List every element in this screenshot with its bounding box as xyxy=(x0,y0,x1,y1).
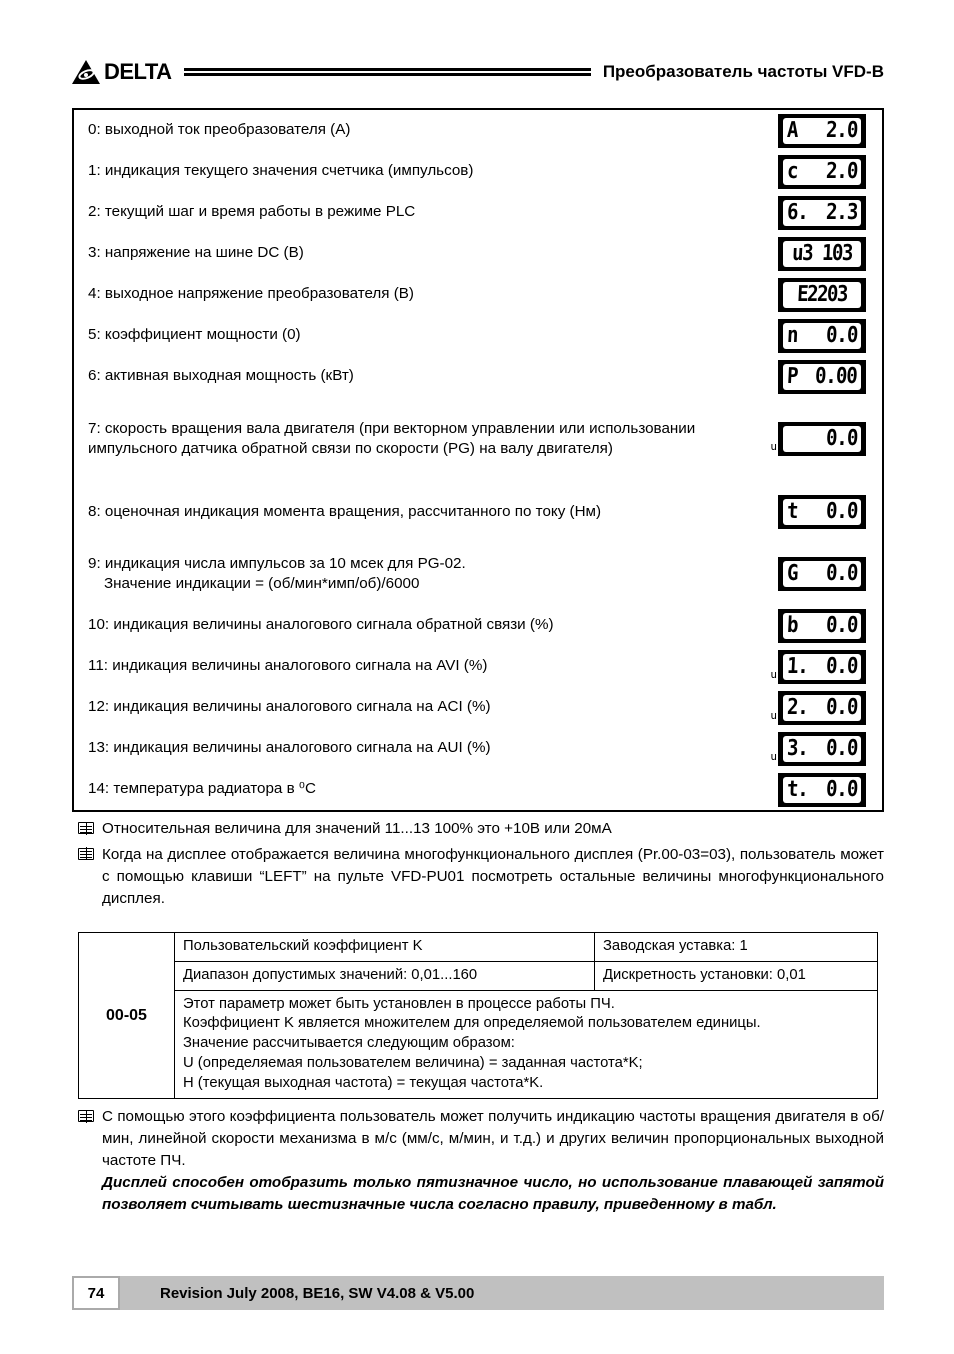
lcd-right-digits: 0.0 xyxy=(825,425,858,451)
option-description: 11: индикация величины аналогового сигнала на AVI (%) xyxy=(88,657,488,675)
parameter-body xyxy=(175,990,878,1098)
table-row xyxy=(74,646,882,687)
lcd-right-digits: 0.0 xyxy=(825,693,858,720)
header-rule xyxy=(178,66,597,78)
delta-logo-icon xyxy=(72,59,102,85)
note-text: Когда на дисплее отображается величина многофункционального дисплея (Pr.00-03=03), пользователь может с помощью клавиши “LEFT” на пульте VFD-PU01 посмотреть остальные величины многофункционального дисплея. xyxy=(102,845,884,907)
option-description: 5: коэффициент мощности (0) xyxy=(88,326,301,344)
lcd-cell xyxy=(750,732,882,766)
parameter-step: Дискретность установки: 0,01 xyxy=(595,961,878,990)
parameter-body-line: U (определяемая пользователем величина) = заданная частота*K; xyxy=(183,1055,643,1072)
option-description-line2: Значение индикации = (об/мин*имп/об)/6000 xyxy=(104,575,420,592)
table-row xyxy=(74,315,882,356)
lcd-cell xyxy=(750,609,882,643)
lcd-display xyxy=(778,422,866,456)
table-row xyxy=(74,110,882,151)
option-description xyxy=(74,552,750,596)
lcd-display xyxy=(778,557,866,591)
page-header xyxy=(72,50,884,94)
table-row xyxy=(79,933,878,962)
lcd-display xyxy=(778,278,866,312)
option-description: 4: выходное напряжение преобразователя (B) xyxy=(88,285,414,303)
parameter-body-line: H (текущая выходная частота) = текущая частота*K. xyxy=(183,1074,544,1091)
lcd-left-digit: 2. xyxy=(786,693,809,720)
lcd-display xyxy=(778,691,866,725)
list-item xyxy=(78,818,884,841)
list-item xyxy=(78,1106,884,1216)
parameter-id: 00-05 xyxy=(79,933,175,1099)
lcd-right-digits: 2.0 xyxy=(825,157,858,184)
note-text: Относительная величина для значений 11...13 100% это +10В или 20мА xyxy=(102,820,612,837)
note-paragraph: С помощью этого коэффициента пользователь может получить индикацию частоты вращения двигателя в об/мин, линейной скорости механизма в м/с (мм/с, м/мин, и т.д.) и других величин пропорциональных выходной частоте ПЧ. xyxy=(102,1108,884,1170)
lcd-right-digits: 0.0 xyxy=(825,652,858,679)
display-options-table xyxy=(72,108,884,812)
parameter-factory-default: Заводская уставка: 1 xyxy=(595,933,878,962)
lcd-cell xyxy=(750,278,882,312)
lcd-display xyxy=(778,360,866,394)
lcd-display xyxy=(778,609,866,643)
option-description: 2: текущий шаг и время работы в режиме PLC xyxy=(88,203,416,221)
list-item xyxy=(78,844,884,910)
option-description: 0: выходной ток преобразователя (A) xyxy=(88,121,351,139)
option-description: 1: индикация текущего значения счетчика (импульсов) xyxy=(88,162,474,180)
lcd-right-digits: 0.0 xyxy=(825,734,858,761)
parameter-body-line: Коэффициент K является множителем для определяемой пользователем единицы. xyxy=(183,1015,761,1032)
lcd-right-digits: 0.0 xyxy=(825,560,858,586)
lcd-left-digit: P xyxy=(786,362,799,389)
lcd-left-digit: G xyxy=(786,560,799,586)
lcd-left-digit: 3. xyxy=(786,734,809,761)
lcd-left-digit: 6. xyxy=(786,198,809,225)
lcd-right-digits: 0.0 xyxy=(825,775,858,802)
parameter-body-line: Этот параметр может быть установлен в процессе работы ПЧ. xyxy=(183,995,615,1012)
note-text-group xyxy=(102,1106,884,1216)
lcd-display xyxy=(778,732,866,766)
lcd-display xyxy=(778,196,866,230)
parameter-range: Диапазон допустимых значений: 0,01...160 xyxy=(175,961,595,990)
page-number: 74 xyxy=(72,1276,120,1310)
delta-logo-text: DELTA xyxy=(104,59,172,84)
notes-bottom xyxy=(78,1106,884,1219)
table-row xyxy=(74,605,882,646)
lcd-cell xyxy=(750,773,882,807)
table-row xyxy=(74,356,882,397)
option-description: 8: оценочная индикация момента вращения, рассчитанного по току (Нм) xyxy=(88,502,602,520)
lcd-right-digits: 0.0 xyxy=(825,498,858,524)
parameter-body-line: Значение рассчитывается следующим образом: xyxy=(183,1035,515,1052)
lcd-left-digit: 1. xyxy=(786,652,809,679)
table-row xyxy=(74,543,882,605)
option-description: 7: скорость вращения вала двигателя (при векторном управлении или использовании импульсного датчика обратной связи по скорости (PG) на валу двигателя) xyxy=(88,419,696,457)
lcd-left-digit: t. xyxy=(786,775,809,802)
revision-text: Revision July 2008, BE16, SW V4.08 & V5.00 xyxy=(118,1276,884,1310)
lcd-cell xyxy=(750,691,882,725)
lcd-display xyxy=(778,319,866,353)
lcd-digits: u3 103 xyxy=(791,239,853,266)
lcd-prefix-label: u xyxy=(770,749,777,763)
table-row xyxy=(74,397,882,481)
lcd-cell xyxy=(750,237,882,271)
lcd-display xyxy=(778,114,866,148)
parameter-table xyxy=(78,932,878,1099)
lcd-prefix-label: u xyxy=(770,440,777,453)
lcd-cell xyxy=(750,360,882,394)
lcd-left-digit: t xyxy=(786,498,799,524)
note-emphasis: Дисплей способен отобразить только пятизначное число, но использование плавающей запятой позволяет считывать шестизначные числа согласно правилу, приведенному в табл. xyxy=(102,1174,884,1214)
table-row xyxy=(74,481,882,543)
lcd-cell xyxy=(750,557,882,591)
lcd-left-digit: b xyxy=(786,611,799,638)
lcd-cell xyxy=(750,650,882,684)
lcd-cell xyxy=(750,196,882,230)
lcd-right-digits: 0.00 xyxy=(814,362,858,389)
lcd-left-digit: n xyxy=(786,321,799,348)
lcd-display xyxy=(778,237,866,271)
option-description: 14: температура радиатора в ⁰C xyxy=(88,780,316,798)
lcd-display xyxy=(778,495,866,529)
lcd-left-digit: c xyxy=(786,157,799,184)
notes-top xyxy=(78,818,884,913)
table-row xyxy=(74,687,882,728)
table-row xyxy=(79,961,878,990)
lcd-digits: E2203 xyxy=(796,280,848,307)
parameter-name: Пользовательский коэффициент K xyxy=(175,933,595,962)
lcd-left-digit: A xyxy=(786,116,799,143)
lcd-right-digits: 0.0 xyxy=(825,611,858,638)
option-description-line1: 9: индикация числа импульсов за 10 мсек для PG-02. xyxy=(88,554,466,572)
lcd-cell xyxy=(750,114,882,148)
option-description: 13: индикация величины аналогового сигнала на AUI (%) xyxy=(88,739,491,757)
lcd-right-digits: 2.3 xyxy=(825,198,858,225)
lcd-cell xyxy=(750,495,882,529)
book-icon xyxy=(78,818,102,841)
option-description: 12: индикация величины аналогового сигнала на ACI (%) xyxy=(88,698,491,716)
lcd-display xyxy=(778,155,866,189)
lcd-cell xyxy=(750,155,882,189)
lcd-cell xyxy=(750,319,882,353)
table-row xyxy=(74,274,882,315)
table-row xyxy=(74,728,882,769)
option-description: 6: активная выходная мощность (кВт) xyxy=(88,367,354,385)
lcd-prefix-label: u xyxy=(770,708,777,722)
table-row xyxy=(74,233,882,274)
lcd-right-digits: 2.0 xyxy=(825,116,858,143)
table-row xyxy=(74,151,882,192)
page-footer xyxy=(72,1276,884,1310)
lcd-prefix-label: u xyxy=(770,667,777,681)
book-icon xyxy=(78,1106,102,1216)
option-description: 10: индикация величины аналогового сигнала обратной связи (%) xyxy=(88,616,554,634)
book-icon xyxy=(78,844,102,910)
option-description: 3: напряжение на шине DC (B) xyxy=(88,244,304,262)
lcd-right-digits: 0.0 xyxy=(825,321,858,348)
page-title: Преобразователь частоты VFD-B xyxy=(602,62,884,81)
table-row xyxy=(79,990,878,1098)
lcd-display xyxy=(778,773,866,807)
lcd-cell xyxy=(750,422,882,456)
table-row xyxy=(74,769,882,810)
table-row xyxy=(74,192,882,233)
lcd-display xyxy=(778,650,866,684)
